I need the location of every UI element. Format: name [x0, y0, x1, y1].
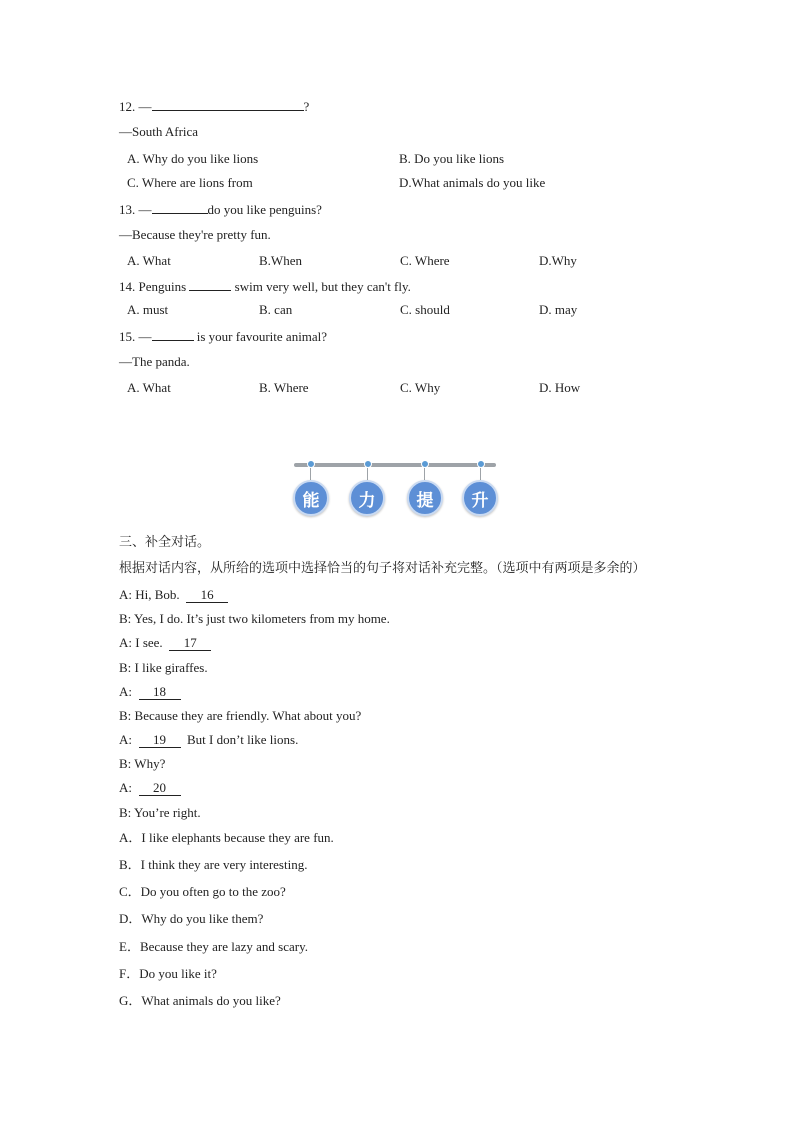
q15-answer: —The panda.: [119, 354, 190, 369]
dialogue-text: A: Hi, Bob.: [119, 587, 180, 602]
dialogue-line: [119, 684, 181, 700]
q15-option-c[interactable]: C. Why: [400, 380, 441, 395]
dialogue-line: [119, 732, 298, 748]
q12-prefix: 12. —: [119, 99, 152, 114]
choice-e[interactable]: E．Because they are lazy and scary.: [119, 939, 309, 954]
q14-blank[interactable]: [189, 277, 231, 291]
blank-18[interactable]: 18: [139, 685, 181, 700]
dialogue-line: B: Because they are friendly. What about you?: [119, 708, 362, 723]
q13-option-a[interactable]: A. What: [127, 253, 171, 268]
q12-stem: [119, 97, 309, 115]
q13-answer: —Because they're pretty fun.: [119, 227, 271, 242]
choice-b[interactable]: B．I think they are very interesting.: [119, 857, 308, 872]
dialogue-text: A: I see.: [119, 635, 163, 650]
choice-f[interactable]: F．Do you like it?: [119, 966, 217, 981]
q13-option-c[interactable]: C. Where: [400, 253, 450, 268]
q14-suffix: swim very well, but they can't fly.: [234, 279, 411, 294]
q13-prefix: 13. —: [119, 202, 152, 217]
q12-option-a[interactable]: A. Why do you like lions: [127, 151, 259, 166]
dialogue-line: B: Why?: [119, 756, 166, 771]
q15-prefix: 15. —: [119, 329, 152, 344]
blank-16[interactable]: 16: [186, 588, 228, 603]
banner-stem: [480, 468, 481, 480]
banner-char: 升: [462, 480, 498, 516]
q12-option-d[interactable]: D.What animals do you like: [399, 175, 546, 190]
blank-17[interactable]: 17: [169, 636, 211, 651]
q12-option-c[interactable]: C. Where are lions from: [127, 175, 253, 190]
q15-option-d[interactable]: D. How: [539, 380, 581, 395]
q13-option-b[interactable]: B.When: [259, 253, 302, 268]
dialogue-line: B: Yes, I do. It’s just two kilometers from my home.: [119, 611, 390, 626]
q13-option-d[interactable]: D.Why: [539, 253, 577, 268]
banner-peg: [421, 460, 429, 468]
banner-peg: [364, 460, 372, 468]
dialogue-line: [119, 587, 228, 603]
dialogue-line: B: You’re right.: [119, 805, 201, 820]
q13-stem: [119, 200, 322, 218]
q14-stem: [119, 277, 411, 295]
banner-stem: [424, 468, 425, 480]
choice-a[interactable]: A．I like elephants because they are fun.: [119, 830, 334, 845]
q14-prefix: 14. Penguins: [119, 279, 187, 294]
section-instruction: 根据对话内容，从所给的选项中选择恰当的句子将对话补充完整。（选项中有两项是多余的）: [119, 561, 646, 576]
choice-g[interactable]: G．What animals do you like?: [119, 993, 281, 1008]
dialogue-text: But I don’t like lions.: [187, 732, 299, 747]
q12-blank[interactable]: [152, 97, 304, 111]
dialogue-line: [119, 635, 211, 651]
q13-blank[interactable]: [152, 200, 208, 214]
banner-peg: [307, 460, 315, 468]
dialogue-line: B: I like giraffes.: [119, 660, 208, 675]
banner-stem: [310, 468, 311, 480]
dialogue-text: A:: [119, 684, 132, 699]
q15-blank[interactable]: [152, 327, 194, 341]
q12-answer: —South Africa: [119, 124, 199, 139]
q15-option-b[interactable]: B. Where: [259, 380, 309, 395]
banner-char: 提: [407, 480, 443, 516]
section-title: 三、补全对话。: [119, 535, 211, 550]
dialogue-text: A:: [119, 732, 132, 747]
dialogue-line: [119, 780, 181, 796]
banner-peg: [477, 460, 485, 468]
q12-suffix: ?: [303, 99, 310, 114]
dialogue-text: A:: [119, 780, 132, 795]
banner-char: 能: [293, 480, 329, 516]
q14-option-c[interactable]: C. should: [400, 302, 450, 317]
q15-suffix: is your favourite animal?: [196, 329, 328, 344]
q14-option-d[interactable]: D. may: [539, 302, 578, 317]
q15-stem: [119, 327, 327, 345]
banner-stem: [367, 468, 368, 480]
blank-19[interactable]: 19: [139, 733, 181, 748]
q15-option-a[interactable]: A. What: [127, 380, 171, 395]
ability-banner: [294, 458, 496, 520]
banner-char: 力: [349, 480, 385, 516]
q13-suffix: do you like penguins?: [207, 202, 322, 217]
banner-rail: [294, 463, 496, 467]
choice-c[interactable]: C．Do you often go to the zoo?: [119, 884, 286, 899]
choice-d[interactable]: D．Why do you like them?: [119, 911, 264, 926]
q14-option-a[interactable]: A. must: [127, 302, 169, 317]
q14-option-b[interactable]: B. can: [259, 302, 293, 317]
q12-option-b[interactable]: B. Do you like lions: [399, 151, 505, 166]
blank-20[interactable]: 20: [139, 781, 181, 796]
